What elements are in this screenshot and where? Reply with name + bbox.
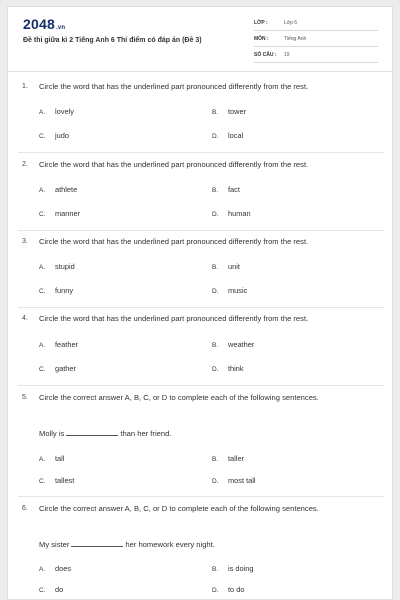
gap-sentence: My sister her homework every night. <box>39 540 215 549</box>
exam-page <box>7 6 393 600</box>
option-d[interactable]: D. to do <box>212 585 245 594</box>
option-c[interactable]: C. gather <box>39 364 76 373</box>
answer-blank <box>66 429 118 436</box>
question-number: 1. <box>22 83 28 90</box>
question-text: Circle the correct answer A, B, C, or D to complete each of the following sentences. <box>39 393 319 402</box>
option-b[interactable]: B. fact <box>212 185 240 194</box>
question-number: 2. <box>22 161 28 168</box>
question-number: 6. <box>22 505 28 512</box>
option-d[interactable]: D. music <box>212 286 248 295</box>
option-d[interactable]: D. human <box>212 209 251 218</box>
answer-blank <box>71 540 123 547</box>
option-d[interactable]: D. local <box>212 131 244 140</box>
meta-class-label: LỚP : <box>254 20 268 26</box>
option-d[interactable]: D. think <box>212 364 244 373</box>
site-logo[interactable]: 2048.vn <box>23 16 66 32</box>
option-c[interactable]: C. tallest <box>39 476 75 485</box>
question-text: Circle the word that has the underlined part pronounced differently from the rest. <box>39 237 309 246</box>
option-c[interactable]: C. manner <box>39 209 81 218</box>
meta-class-value: Lớp 6 <box>284 20 298 26</box>
question-number: 3. <box>22 238 28 245</box>
question-text: Circle the correct answer A, B, C, or D to complete each of the following sentences. <box>39 504 319 513</box>
meta-class <box>254 17 378 31</box>
exam-title: Đề thi giữa kì 2 Tiếng Anh 6 Thí điểm có đáp án (Đề 3) <box>23 37 202 44</box>
question-number: 4. <box>22 315 28 322</box>
option-a[interactable]: A. tall <box>39 454 65 463</box>
header-divider <box>8 71 392 72</box>
question-text: Circle the word that has the underlined part pronounced differently from the rest. <box>39 82 309 91</box>
option-b[interactable]: B. weather <box>212 340 255 349</box>
option-a[interactable]: A. stupid <box>39 262 75 271</box>
meta-subject-value: Tiếng Anh <box>284 36 307 42</box>
option-a[interactable]: A. lovely <box>39 107 74 116</box>
option-c[interactable]: C. do <box>39 585 64 594</box>
option-a[interactable]: A. does <box>39 564 72 573</box>
meta-count <box>254 49 378 63</box>
option-d[interactable]: D. most tall <box>212 476 256 485</box>
page-header <box>8 7 392 73</box>
option-b[interactable]: B. tower <box>212 107 247 116</box>
question-divider <box>18 307 384 308</box>
question-divider <box>18 152 384 153</box>
meta-count-label: SỐ CÂU : <box>254 52 277 58</box>
question-text: Circle the word that has the underlined part pronounced differently from the rest. <box>39 314 309 323</box>
option-b[interactable]: B. is doing <box>212 564 254 573</box>
option-c[interactable]: C. judo <box>39 131 69 140</box>
option-b[interactable]: B. unit <box>212 262 240 271</box>
meta-subject-label: MÔN : <box>254 36 269 42</box>
question-divider <box>18 230 384 231</box>
question-divider <box>18 385 384 386</box>
question-divider <box>18 496 384 497</box>
option-c[interactable]: C. funny <box>39 286 74 295</box>
meta-subject <box>254 33 378 47</box>
question-number: 5. <box>22 394 28 401</box>
meta-count-value: 19 <box>284 52 290 58</box>
question-text: Circle the word that has the underlined part pronounced differently from the rest. <box>39 160 309 169</box>
option-a[interactable]: A. feather <box>39 340 79 349</box>
option-b[interactable]: B. taller <box>212 454 245 463</box>
gap-sentence: Molly is than her friend. <box>39 429 172 438</box>
option-a[interactable]: A. athlete <box>39 185 78 194</box>
